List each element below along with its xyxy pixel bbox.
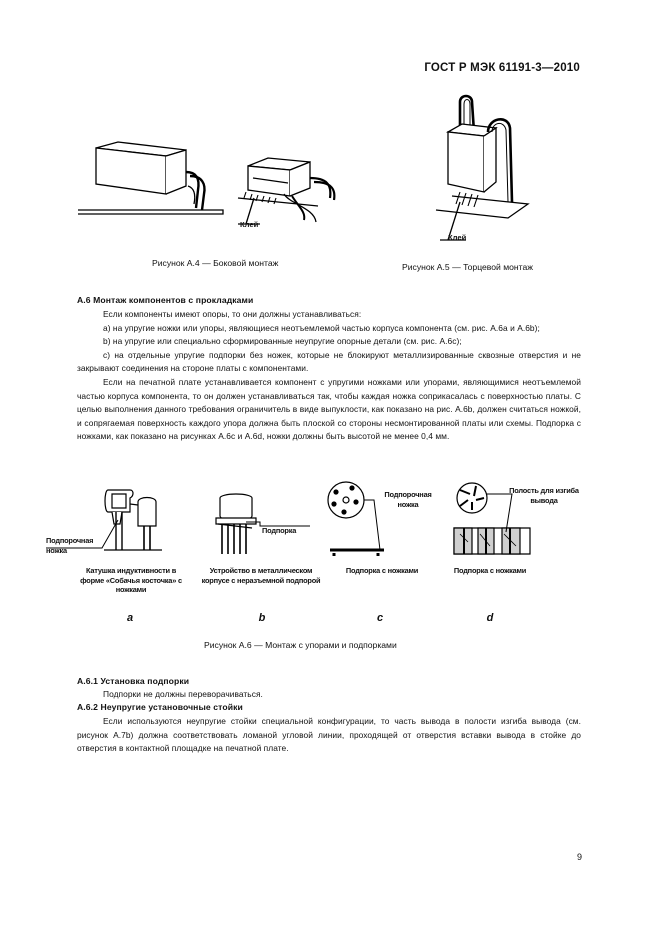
figure-a4-drawing bbox=[78, 138, 378, 253]
section-a6-heading: А.6 Монтаж компонентов с прокладками bbox=[77, 295, 254, 305]
section-a62-text: Если используются неупругие стойки специальной конфигурации, то часть вывода в полости изгиба вывода (см. рисунок А.7b) должна соответствовать ломаной угловой линии, проходящей от отверстия вставки вывода в стойке до отверстия в контактной площадке на печатной плате. bbox=[77, 716, 581, 754]
figure-a6c-description: Подпорка с ножками bbox=[345, 566, 419, 575]
figure-a6-caption: Рисунок А.6 — Монтаж с упорами и подпорками bbox=[204, 640, 397, 650]
section-a6-body bbox=[77, 308, 581, 444]
figure-a6d-description: Подпорка с ножками bbox=[453, 566, 527, 575]
figure-a6a-description: Катушка индуктивности в форме «Собачья косточка» с ножками bbox=[80, 566, 182, 594]
section-a62-heading: А.6.2 Неупругие установочные стойки bbox=[77, 702, 243, 712]
figure-a5-drawing bbox=[436, 92, 546, 252]
section-a6-item-a: а) на упругие ножки или упоры, являющиеся неотъемлемой частью корпуса компонента (см. рис. А.6а и А.6b); bbox=[103, 322, 540, 333]
section-a6-item-b: b) на упругие или специально сформированные неупругие опорные детали (см. рис. А.6с); bbox=[103, 336, 462, 347]
figure-a6a-letter: a bbox=[126, 612, 134, 624]
figure-a4-glue-label: Клей bbox=[240, 220, 259, 229]
figure-a6c-letter: c bbox=[376, 612, 384, 624]
section-a61-heading: А.6.1 Установка подпорки bbox=[77, 676, 190, 686]
figure-a6a-callout: Подпорочная ножка bbox=[46, 536, 94, 555]
figure-a6b-letter: b bbox=[258, 612, 266, 624]
section-a61-text: Подпорки не должны переворачиваться. bbox=[103, 689, 263, 699]
document-standard-header: ГОСТ Р МЭК 61191-3—2010 bbox=[424, 62, 580, 74]
figure-a6c-drawing bbox=[322, 474, 412, 560]
page-number: 9 bbox=[576, 852, 582, 862]
section-a6-paragraph: Если на печатной плате устанавливается компонент с упругими ножками или упорами, являющимися неотъемлемой частью корпуса компонента, то он должен устанавливаться так, чтобы каждая ножка соприкасалась с поверхностью платы. С целью выполнения данного требования ограничитель в виде выпуклости, как показано на рис. А.6b, должен считаться ножкой, и сопрягаемая поверхность каждого упора должна быть плоской со стороны несмонтированной платы или схемы. Подпорка с ножками, как показано на рисунках А.6с и А.6d, ножки должны быть высотой не менее 0,4 мм. bbox=[77, 376, 581, 442]
figure-a5-caption: Рисунок А.5 — Торцевой монтаж bbox=[402, 262, 534, 272]
figure-a4-caption: Рисунок А.4 — Боковой монтаж bbox=[152, 258, 279, 268]
section-a6-item-c: с) на отдельные упругие подпорки без ножек, которые не блокируют металлизированные сквозные отверстия и не закрывают соединения на стороне платы с компонентами. bbox=[77, 349, 581, 374]
figure-a6d-callout: Полость для изгиба вывода bbox=[509, 486, 579, 505]
figure-a6c-callout: Подпорочная ножка bbox=[384, 490, 432, 509]
figure-a6b-description: Устройство в металлическом корпусе с неразъемной подпорой bbox=[201, 566, 321, 585]
section-a6-intro: Если компоненты имеют опоры, то они должны устанавливаться: bbox=[103, 309, 362, 319]
figure-a6b-leader bbox=[246, 508, 316, 528]
figure-a5-glue-label: Клей bbox=[448, 233, 467, 242]
figure-a6d-letter: d bbox=[486, 612, 494, 624]
figure-a6b-callout: Подпорка bbox=[262, 526, 297, 535]
